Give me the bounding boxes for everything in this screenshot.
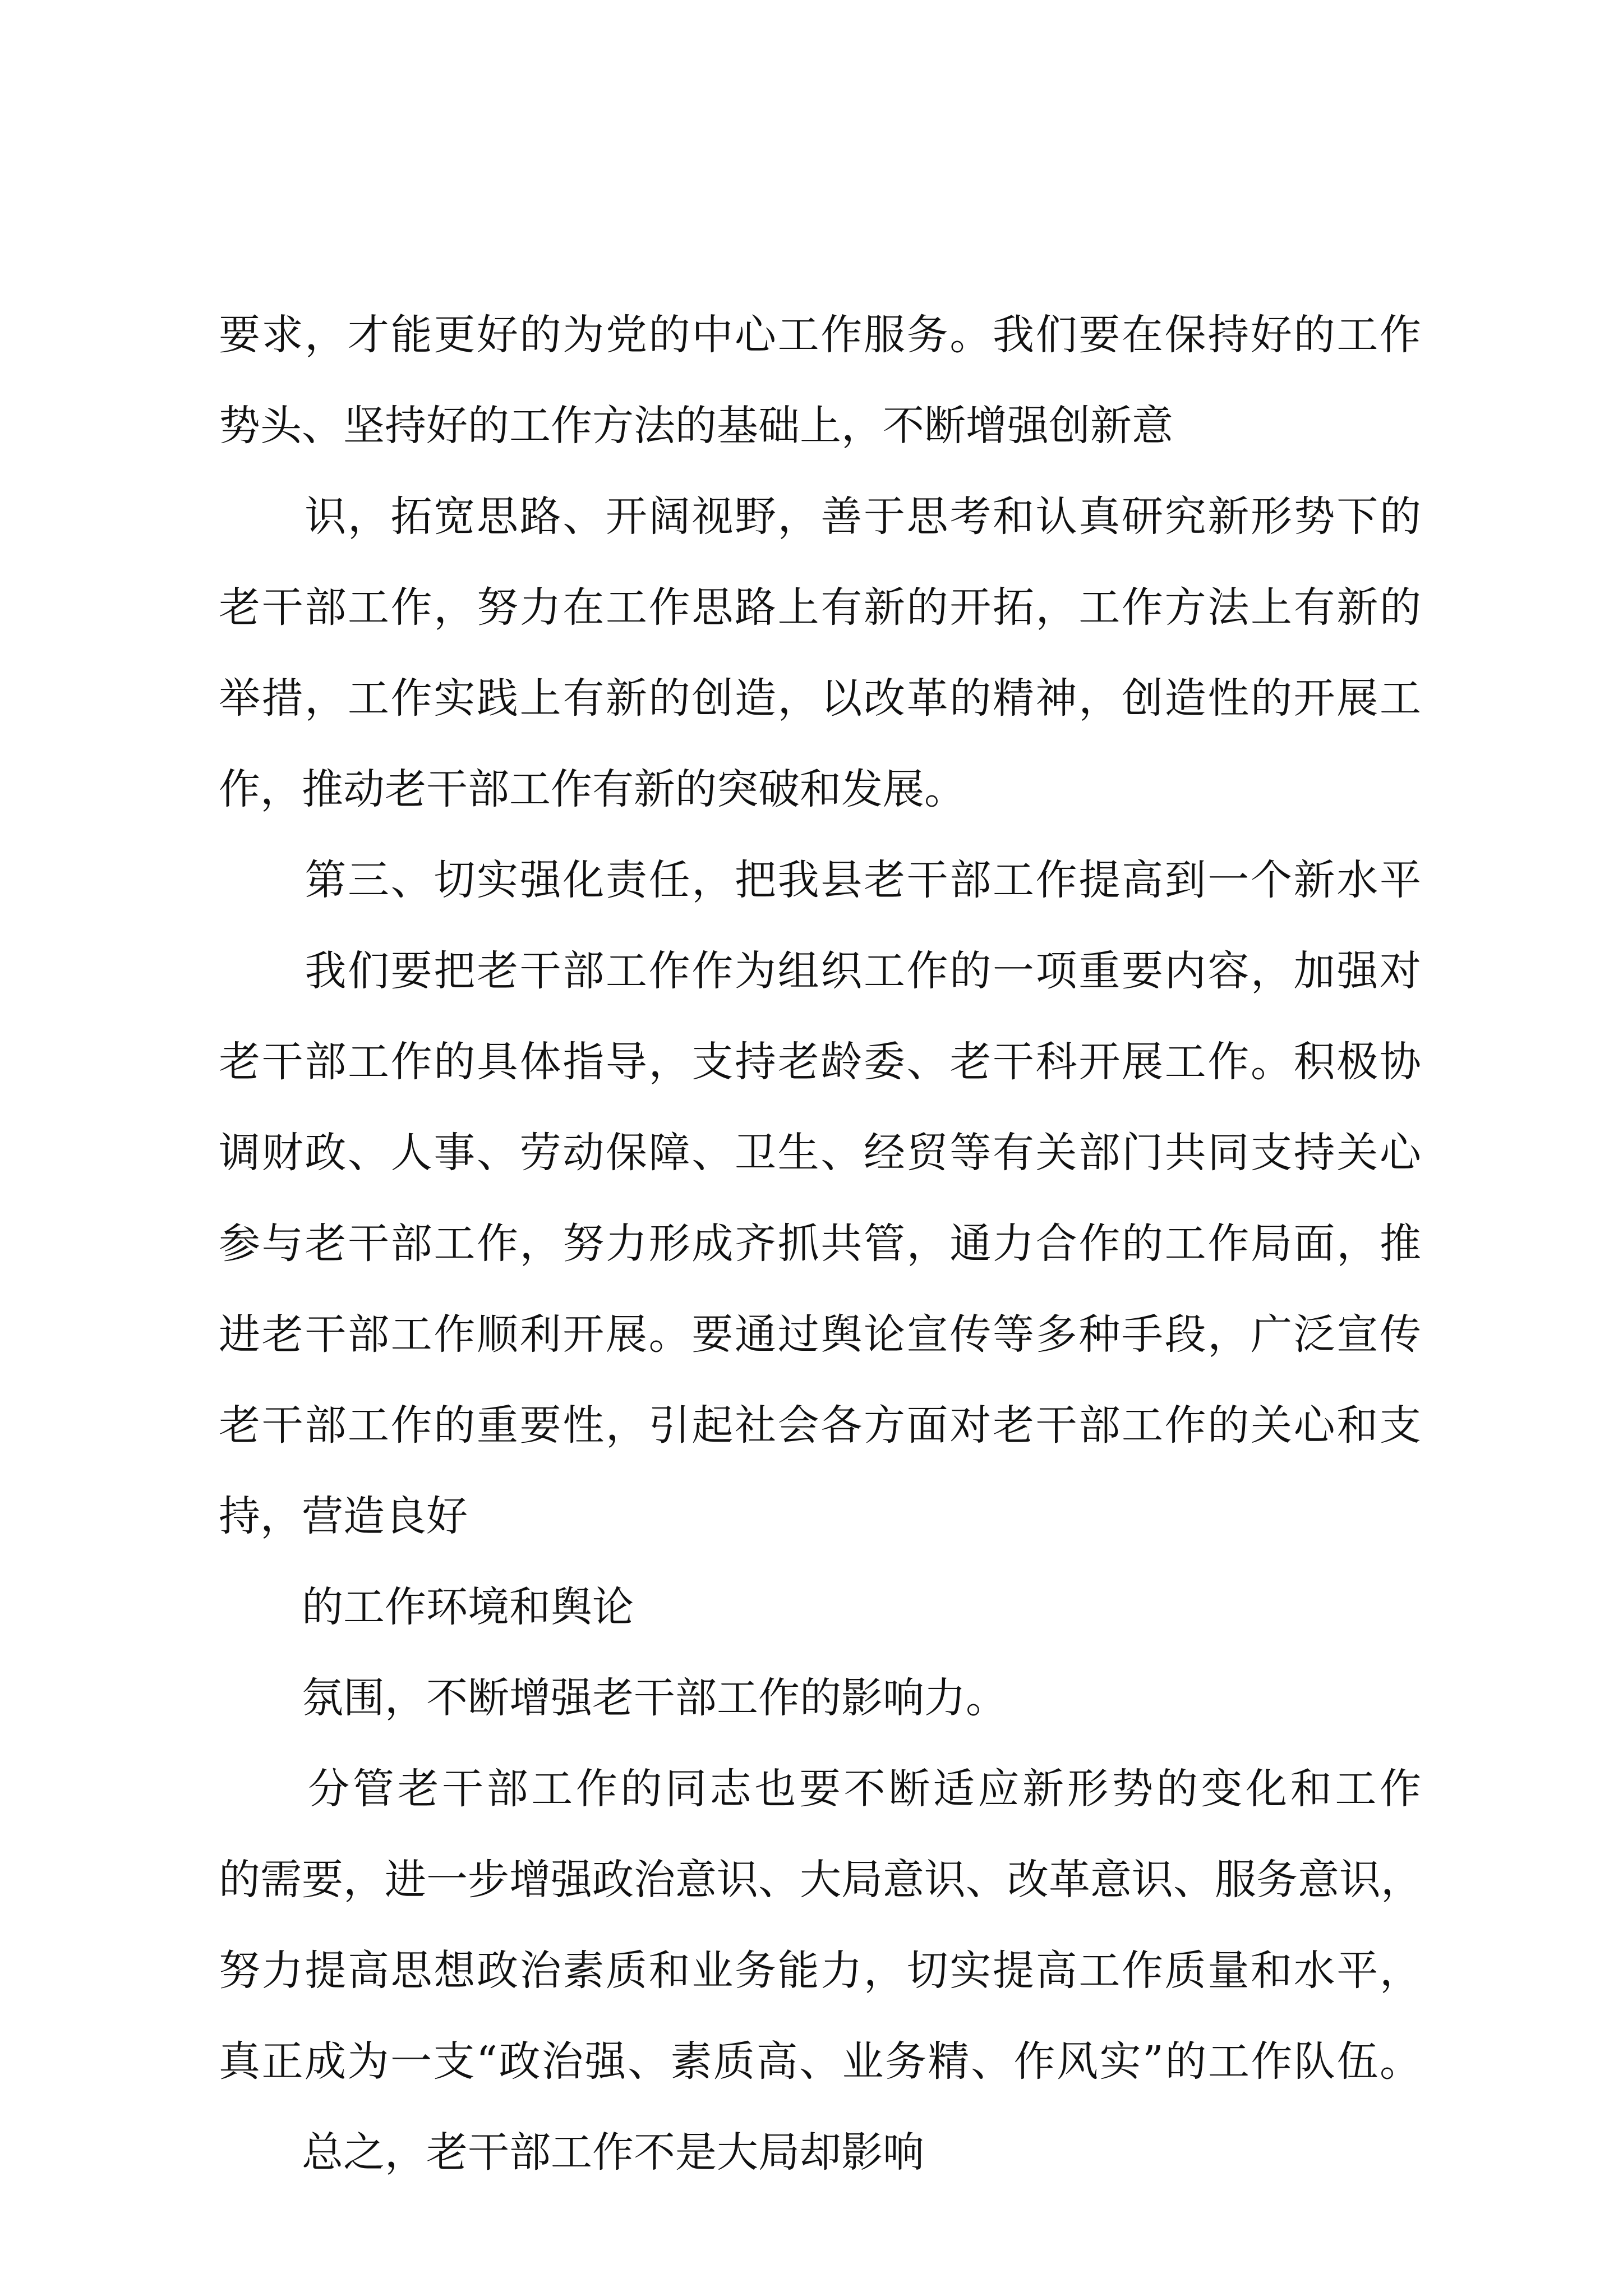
paragraph-line: 要求，才能更好的为党的中心工作服务。我们要在保持好的工作	[219, 311, 1421, 359]
paragraph-line: 老干部工作的重要性，引起社会各方面对老干部工作的关心和支	[219, 1401, 1421, 1450]
paragraph-line: 氛围，不断增强老干部工作的影响力。	[219, 1674, 1007, 1722]
paragraph-line: 调财政、人事、劳动保障、卫生、经贸等有关部门共同支持关心	[219, 1129, 1421, 1177]
paragraph-line: 老干部工作，努力在工作思路上有新的开拓，工作方法上有新的	[219, 583, 1421, 632]
section-heading: 第三、切实强化责任，把我县老干部工作提高到一个新水平	[219, 856, 1421, 904]
paragraph-line: 作，推动老干部工作有新的突破和发展。	[219, 765, 966, 813]
paragraph-line: 总之，老干部工作不是大局却影响	[219, 2128, 924, 2177]
paragraph-line: 参与老干部工作，努力形成齐抓共管，通力合作的工作局面，推	[219, 1220, 1421, 1268]
paragraph-line: 势头、坚持好的工作方法的基础上，不断增强创新意	[219, 402, 1173, 450]
paragraph-line: 分管老干部工作的同志也要不断适应新形势的变化和工作	[219, 1765, 1421, 1813]
paragraph-line: 的需要，进一步增强政治意识、大局意识、改革意识、服务意识，	[219, 1856, 1422, 1904]
paragraph-line: 识，拓宽思路、开阔视野，善于思考和认真研究新形势下的	[219, 493, 1421, 541]
paragraph-line: 的工作环境和舆论	[219, 1583, 634, 1631]
paragraph-line: 老干部工作的具体指导，支持老龄委、老干科开展工作。积极协	[219, 1038, 1421, 1086]
paragraph-line: 持，营造良好	[219, 1492, 468, 1540]
paragraph-line: 真正成为一支“政治强、素质高、业务精、作风实”的工作队伍。	[219, 2037, 1421, 2086]
paragraph-line: 我们要把老干部工作作为组织工作的一项重要内容，加强对	[219, 947, 1421, 995]
paragraph-line: 进老干部工作顺利开展。要通过舆论宣传等多种手段，广泛宣传	[219, 1310, 1421, 1359]
paragraph-line: 努力提高思想政治素质和业务能力，切实提高工作质量和水平，	[219, 1947, 1421, 1995]
paragraph-line: 举措，工作实践上有新的创造，以改革的精神，创造性的开展工	[219, 674, 1421, 723]
